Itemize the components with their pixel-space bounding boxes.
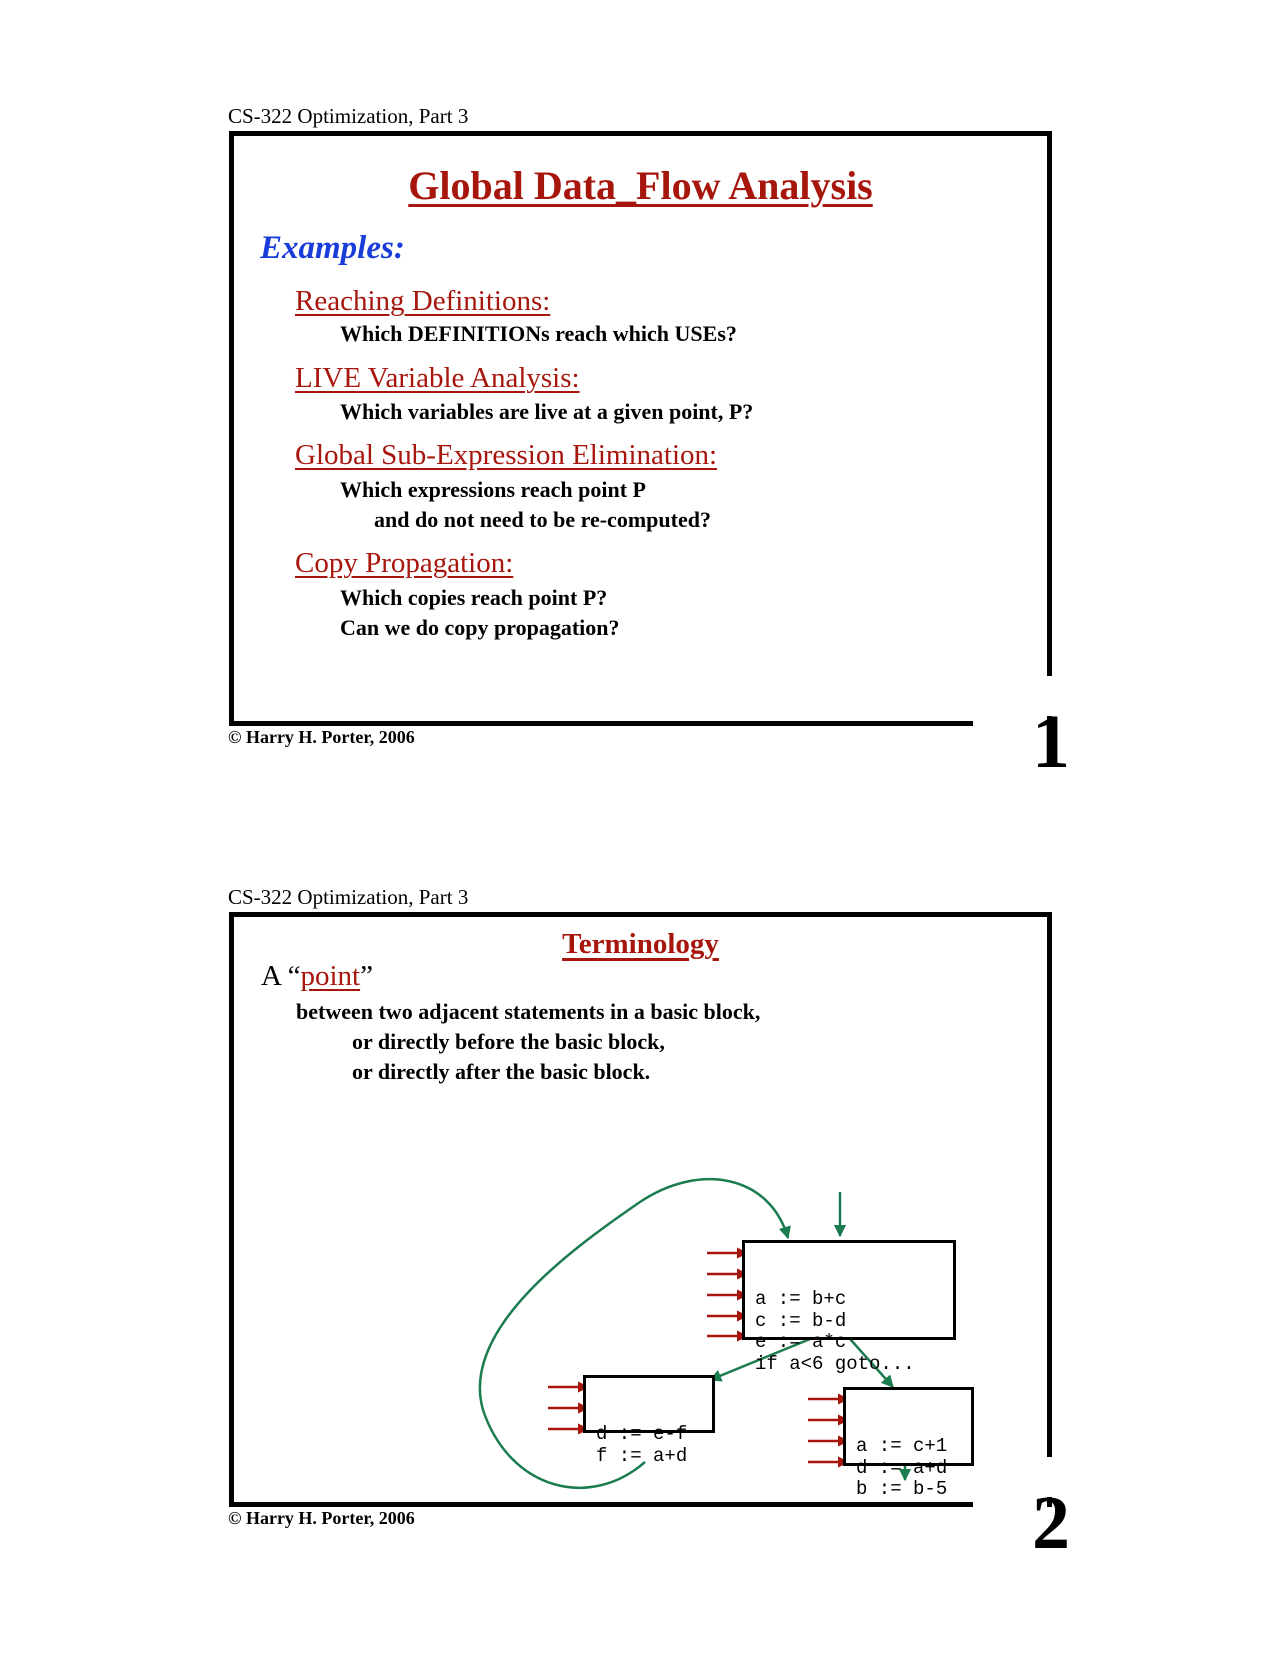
heading-global-subexpression-elimination: Global Sub-Expression Elimination: [295,439,718,471]
slide-1 [0,0,1280,784]
heading-copy-propagation: Copy Propagation: [295,547,514,579]
statement: a := c+1 [856,1435,948,1457]
slide-2 [0,790,1280,1565]
statement: d := a+d [856,1456,948,1479]
text-line: Which expressions reach point P [340,477,646,502]
slide-footer: © Harry H. Porter, 2006 [228,1508,415,1528]
text-line: Which copies reach point P? [340,585,608,610]
heading-reaching-definitions: Reaching Definitions: [295,285,551,317]
slide-title: Terminology [562,928,719,960]
statement: d := e-f [596,1423,688,1445]
slide-header: CS-322 Optimization, Part 3 [228,885,469,909]
basic-block-right [843,1387,974,1500]
page-number: 1 [1032,700,1070,784]
point-word: point [300,960,361,992]
definition-line: or directly after the basic block. [352,1059,651,1084]
statement: a := b+c [755,1288,847,1310]
statement: if a<6 goto... [755,1352,915,1375]
text-line: Which variables are live at a given point, P? [340,399,754,424]
heading-live-variable-analysis: LIVE Variable Analysis: [295,362,580,394]
point-prefix: A “ [261,960,301,992]
examples-label: Examples: [260,230,405,266]
slide-title: Global Data_Flow Analysis [408,163,873,208]
slide-bottom-rule [229,721,973,726]
statement: b := b-5 [856,1478,948,1500]
definition-line: or directly before the basic block, [352,1029,665,1054]
text-line: and do not need to be re-computed? [374,507,711,532]
text-line: Which DEFINITIONs reach which USEs? [340,321,737,346]
basic-block-left [583,1375,715,1467]
text-line: Can we do copy propagation? [340,615,620,640]
slide-footer: © Harry H. Porter, 2006 [228,727,415,747]
definition-line: between two adjacent statements in a basic block, [296,999,761,1024]
statement: e := a*c [755,1331,847,1353]
statement: f := a+d [596,1444,688,1467]
point-suffix: ” [360,960,373,992]
page-number: 2 [1032,1481,1070,1565]
basic-block-top [742,1240,956,1375]
slide-header: CS-322 Optimization, Part 3 [228,104,469,128]
statement: c := b-d [755,1309,847,1332]
